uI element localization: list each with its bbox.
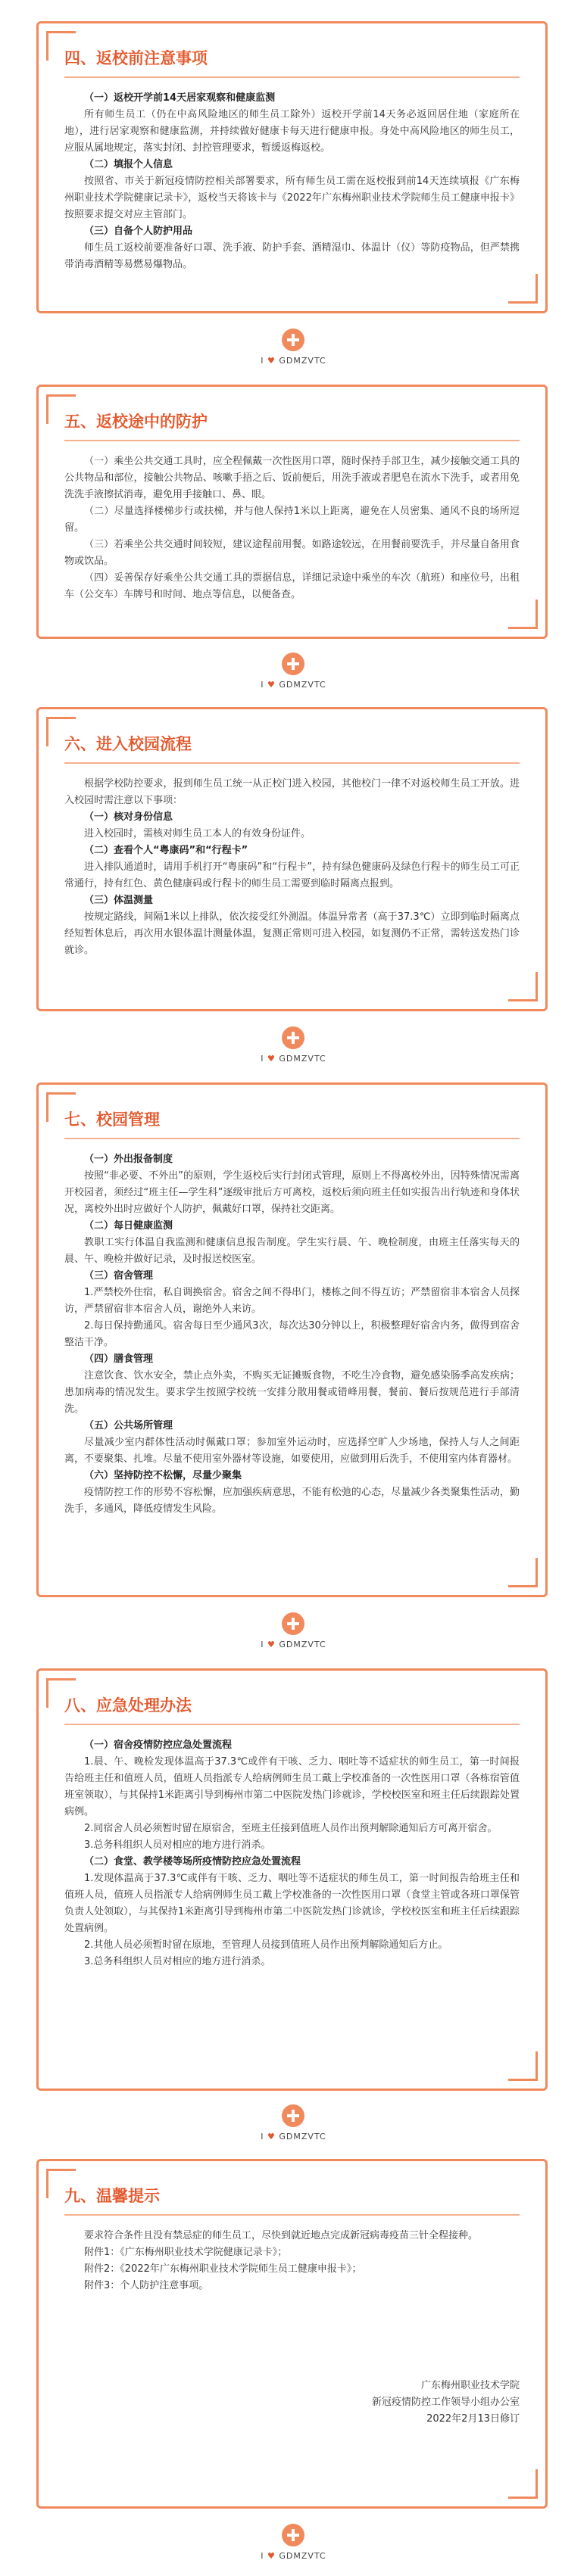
paragraph: 1.严禁校外住宿，私自调换宿舍。宿舍之间不得串门，楼栋之间不得互访；严禁留宿非本宿舍人员探访，严禁留宿非本宿舍人员，谢绝外人来访。 [64, 1287, 520, 1315]
attachment-item: 附件2：《2022年广东梅州职业技术学院师生员工健康申报卡》； [84, 2263, 362, 2275]
title-divider [64, 440, 520, 441]
heart-icon: ♥ [267, 356, 276, 366]
signature-date: 2022年2月13日修订 [426, 2413, 520, 2425]
paragraph: （一）乘坐公共交通工具时，应全程佩戴一次性医用口罩，随时保持手部卫生，减少接触交通工具的公共物品和部位，接触公共物品、咳嗽手捂之后、饭前便后，用洗手液或者肥皂在流水下洗手，或者用免洗洗手液擦拭消毒，避免用手接触口、鼻、眼。 [64, 456, 520, 500]
paragraph: （四）妥善保存好乘坐公共交通工具的票据信息，详细记录途中乘坐的车次（航班）和座位号，出租车（公交车）车牌号和时间、地点等信息，以便备查。 [64, 572, 520, 600]
paragraph: 师生员工返校前要准备好口罩、洗手液、防护手套、酒精湿巾、体温计（仪）等防疫物品，但严禁携带消毒酒精等易燃易爆物品。 [64, 242, 520, 270]
section-title: 四、返校前注意事项 [64, 49, 208, 67]
subheading: （一）外出报备制度 [84, 1154, 173, 1165]
paragraph: 进入校园时，需核对师生员工本人的有效身份证件。 [84, 828, 311, 839]
brand-prefix: I [261, 2132, 264, 2141]
brand-tag [0, 680, 587, 690]
section-title: 九、温馨提示 [64, 2187, 160, 2205]
brand-name: GDMZVTC [279, 1640, 326, 1649]
title-divider [64, 1724, 520, 1725]
subheading: （二）查看个人“粤康码”和“行程卡” [84, 845, 248, 856]
title-divider [64, 2214, 520, 2216]
title-divider [64, 1138, 520, 1139]
paragraph: 1.晨、午、晚检发现体温高于37.3℃或伴有干咳、乏力、咽吐等不适症状的师生员工，第一时间报告给班主任和值班人员，值班人员指派专人给病例师生员工戴上学校准备的一次性医用口罩（各栋宿管值班室领取），与其保持1米距离引导到梅州市第二中医院发热门诊就诊，学校校医室和班主任后续跟踪处置病例。 [64, 1756, 520, 1818]
brand-name: GDMZVTC [279, 356, 326, 366]
section-separator [0, 326, 587, 371]
title-divider [64, 762, 520, 764]
subheading: （四）膳食管理 [84, 1353, 154, 1365]
attachment-item: 附件1：《广东梅州职业技术学院健康记录卡》； [84, 2247, 288, 2258]
section-separator [0, 2101, 587, 2147]
medical-cross-icon [282, 2104, 304, 2127]
paragraph: 要求符合条件且没有禁忌症的师生员工，尽快到就近地点完成新冠病毒疫苗三针全程接种。 [84, 2230, 479, 2241]
section-title: 八、应急处理办法 [64, 1696, 192, 1715]
paragraph: （二）尽量选择楼梯步行或扶梯，并与他人保持1米以上距离，避免在人员密集、通风不良的场所逗留。 [64, 506, 520, 534]
subheading: （三）自备个人防护用品 [84, 226, 193, 237]
paragraph: 1.发现体温高于37.3℃或伴有干咳、乏力、咽吐等不适症状的师生员工，第一时间报告给班主任和值班人员，值班人员指派专人给病例师生员工戴上学校准备的一次性医用口罩（食堂主管或各班口罩保管负责人处领取），与其保持1米距离引导到梅州市第二中医院发热门诊就诊，学校校医室和班主任后续跟踪处置病例。 [64, 1873, 520, 1934]
medical-cross-icon [282, 329, 304, 351]
section-card-7 [36, 1082, 548, 1597]
subheading: （三）体温测量 [84, 895, 154, 906]
signature-org: 广东梅州职业技术学院 [420, 2380, 520, 2391]
subheading: （一）返校开学前14天居家观察和健康监测 [84, 92, 276, 104]
brand-name: GDMZVTC [279, 2551, 326, 2561]
section-separator [0, 1609, 587, 1655]
paragraph: 所有师生员工（仍在中高风险地区的师生员工除外）返校开学前14天务必返回居住地（家庭所在地），进行居家观察和健康监测，并持续做好健康卡每天进行健康申报。身处中高风险地区的师生员工，应服从属地规定，落实封闭、封控管理要求，暂缓返梅返校。 [64, 109, 520, 154]
brand-tag [0, 2132, 587, 2141]
medical-cross-icon [282, 1026, 304, 1049]
section-separator [0, 2521, 587, 2566]
section-separator [0, 1023, 587, 1069]
subheading: （三）宿舍管理 [84, 1270, 154, 1282]
subheading: （五）公共场所管理 [84, 1420, 173, 1431]
paragraph: 按规定路线，间隔1米以上排队，依次接受红外测温。体温异常者（高于37.3℃）立即到临时隔离点经短暂休息后，再次用水银体温计测量体温，复测正常则可进入校园，如复测仍不正常，需转送发热门诊就诊。 [64, 911, 520, 956]
brand-tag [0, 1054, 587, 1064]
paragraph: 注意饮食、饮水安全，禁止点外卖，不购买无证摊贩食物，不吃生冷食物，避免感染肠季高发疾病；患加病毒的情况发生。要求学生按照学校统一安排分散用餐或错峰用餐，餐前、餐后按规范进行手部清洗。 [64, 1370, 520, 1415]
paragraph: 按照省、市关于新冠疫情防控相关部署要求，所有师生员工需在返校报到前14天连续填报《广东梅州职业技术学院健康记录卡》，返校当天将该卡与《2022年广东梅州职业技术学院师生员工健康申报卡》按照要求提交对应主管部门。 [64, 176, 520, 220]
brand-tag [0, 1640, 587, 1649]
brand-name: GDMZVTC [279, 680, 326, 690]
medical-cross-icon [282, 653, 304, 675]
paragraph: 教职工实行体温自我监测和健康信息报告制度。学生实行晨、午、晚检制度，由班主任落实每天的晨、午、晚检并做好记录，及时报送校医室。 [64, 1237, 520, 1265]
heart-icon: ♥ [267, 680, 276, 690]
paragraph: 3.总务科组织人员对相应的地方进行消杀。 [84, 1956, 271, 1967]
brand-prefix: I [261, 2551, 264, 2561]
title-divider [64, 76, 520, 78]
subheading: （二）食堂、教学楼等场所疫情防控应急处置流程 [84, 1856, 301, 1867]
brand-tag [0, 2551, 587, 2561]
section-card-6 [36, 707, 548, 1011]
paragraph: 尽量减少室内群体性活动时佩戴口罩；参加室外运动时，应选择空旷人少场地，保持人与人之间距离，不要聚集、扎堆。尽量不使用室外器材等设施，如要使用，应做到用后洗手，不使用室内体育器材。 [64, 1437, 520, 1465]
section-card-9 [36, 2159, 548, 2509]
section-card-8 [36, 1668, 548, 2091]
paragraph: 2.同宿舍人员必须暂时留在原宿舍，至班主任接到值班人员作出预判解除通知后方可离开宿舍。 [84, 1823, 498, 1834]
paragraph: 2.其他人员必须暂时留在原地，至管理人员接到值班人员作出预判解除通知后方止。 [84, 1939, 448, 1951]
paragraph: 根据学校防控要求，报到师生员工统一从正校门进入校园，其他校门一律不对返校师生员工开放。进入校园时需注意以下事项： [64, 778, 520, 806]
heart-icon: ♥ [267, 1054, 276, 1064]
subheading: （一）宿舍疫情防控应急处置流程 [84, 1740, 233, 1751]
section-card-4 [36, 21, 548, 313]
section-card-5 [36, 385, 548, 639]
section-title: 七、校园管理 [64, 1110, 160, 1129]
brand-prefix: I [261, 1640, 264, 1649]
brand-prefix: I [261, 1054, 264, 1064]
section-title: 五、返校途中的防护 [64, 413, 208, 431]
medical-cross-icon [282, 1612, 304, 1635]
medical-cross-icon [282, 2524, 304, 2546]
paragraph: 疫情防控工作的形势不容松懈，应加强疾病意思，不能有松弛的心态，尽量减少各类聚集性活动，勤洗手，多通风，降低疫情发生风险。 [64, 1487, 520, 1515]
paragraph: 3.总务科组织人员对相应的地方进行消杀。 [84, 1839, 271, 1851]
paragraph: 进入排队通道时，请用手机打开“粤康码”和“行程卡”，持有绿色健康码及绿色行程卡的师生员工可正常通行，持有红色、黄色健康码或行程卡的师生员工需要到临时隔离点报到。 [64, 861, 520, 889]
brand-prefix: I [261, 680, 264, 690]
heart-icon: ♥ [267, 1640, 276, 1649]
brand-name: GDMZVTC [279, 2132, 326, 2141]
spacer [64, 2294, 520, 2378]
paragraph: 2.每日保持勤通风。宿舍每日至少通风3次，每次达30分钟以上，积极整理好宿舍内务，做得到宿舍整洁干净。 [64, 1320, 520, 1348]
paragraph: （三）若乘坐公共交通时间较短，建议途程前用餐。如路途较远，在用餐前要洗手，并尽量自备用食物或饮品。 [64, 539, 520, 567]
brand-name: GDMZVTC [279, 1054, 326, 1064]
subheading: （二）每日健康监测 [84, 1220, 173, 1232]
brand-prefix: I [261, 356, 264, 366]
section-separator [0, 649, 587, 695]
heart-icon: ♥ [267, 2132, 276, 2141]
section-title: 六、进入校园流程 [64, 735, 192, 753]
subheading: （二）填报个人信息 [84, 159, 173, 170]
subheading: （六）坚持防控不松懈，尽量少聚集 [84, 1470, 242, 1481]
subheading: （一）核对身份信息 [84, 811, 173, 823]
attachment-item: 附件3：个人防护注意事项。 [84, 2280, 209, 2291]
brand-tag [0, 356, 587, 366]
paragraph: 按照“非必要、不外出”的原则，学生返校后实行封闭式管理，原则上不得离校外出，因特殊情况需离开校园者，须经过“班主任—学生科”逐级审批后方可离校，返校后须向班主任如实报告出行轨迹和身体状况，离校外出时应做好个人防护，佩戴好口罩，保持社交距离。 [64, 1170, 520, 1215]
signature-office: 新冠疫情防控工作领导小组办公室 [371, 2397, 520, 2408]
heart-icon: ♥ [267, 2551, 276, 2561]
